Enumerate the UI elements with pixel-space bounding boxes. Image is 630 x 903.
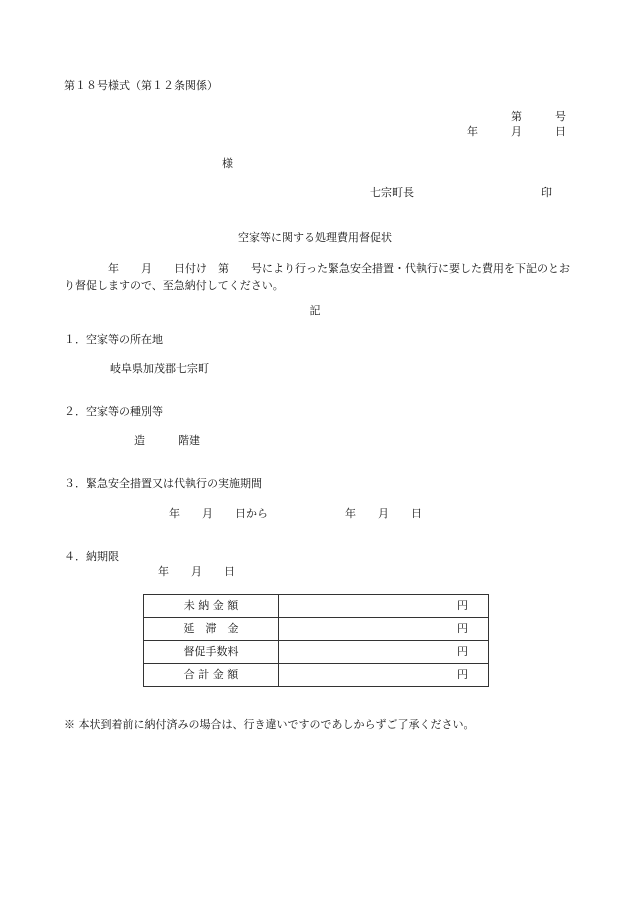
table-row bbox=[144, 664, 489, 687]
amount-cell-late-fee: 円 bbox=[279, 618, 489, 641]
table-row bbox=[144, 641, 489, 664]
section-heading-period: ３．緊急安全措置又は代執行の実施期間 bbox=[64, 477, 262, 490]
document-number: 第 号 bbox=[511, 110, 566, 123]
amount-label-late-fee: 延 滞 金 bbox=[144, 618, 279, 641]
section-heading-location: １．空家等の所在地 bbox=[64, 333, 163, 346]
footnote: ※ 本状到着前に納付済みの場合は、行き違いですのであしからずご了承ください。 bbox=[64, 718, 475, 731]
section-heading-type: ２．空家等の種別等 bbox=[64, 405, 163, 418]
table-row bbox=[144, 618, 489, 641]
table-row bbox=[144, 595, 489, 618]
section-value-type: 造 階建 bbox=[134, 434, 200, 447]
addressee: 様 bbox=[222, 157, 233, 170]
amount-label-unpaid: 未 納 金 額 bbox=[144, 595, 279, 618]
section-value-period: 年 月 日から 年 月 日 bbox=[169, 507, 422, 520]
seal-mark: 印 bbox=[541, 186, 552, 199]
amount-cell-unpaid: 円 bbox=[279, 595, 489, 618]
section-value-location: 岐阜県加茂郡七宗町 bbox=[110, 362, 209, 375]
amount-cell-reminder-fee: 円 bbox=[279, 641, 489, 664]
section-heading-deadline: ４．納期限 bbox=[64, 550, 119, 563]
amount-label-total: 合 計 金 額 bbox=[144, 664, 279, 687]
issuer: 七宗町長 bbox=[370, 186, 414, 199]
document-title: 空家等に関する処理費用督促状 bbox=[238, 231, 392, 244]
amount-label-reminder-fee: 督促手数料 bbox=[144, 641, 279, 664]
document-date: 年 月 日 bbox=[467, 125, 566, 138]
body-text: 年 月 日付け 第 号により行った緊急安全措置・代執行に要した費用を下記のとおり督促しますので、至急納付してください。 bbox=[64, 262, 570, 293]
amounts-table bbox=[143, 594, 489, 687]
form-number: 第１８号様式（第１２条関係） bbox=[64, 79, 218, 92]
ki-heading: 記 bbox=[309, 304, 321, 317]
section-value-deadline: 年 月 日 bbox=[158, 565, 235, 578]
amount-cell-total: 円 bbox=[279, 664, 489, 687]
